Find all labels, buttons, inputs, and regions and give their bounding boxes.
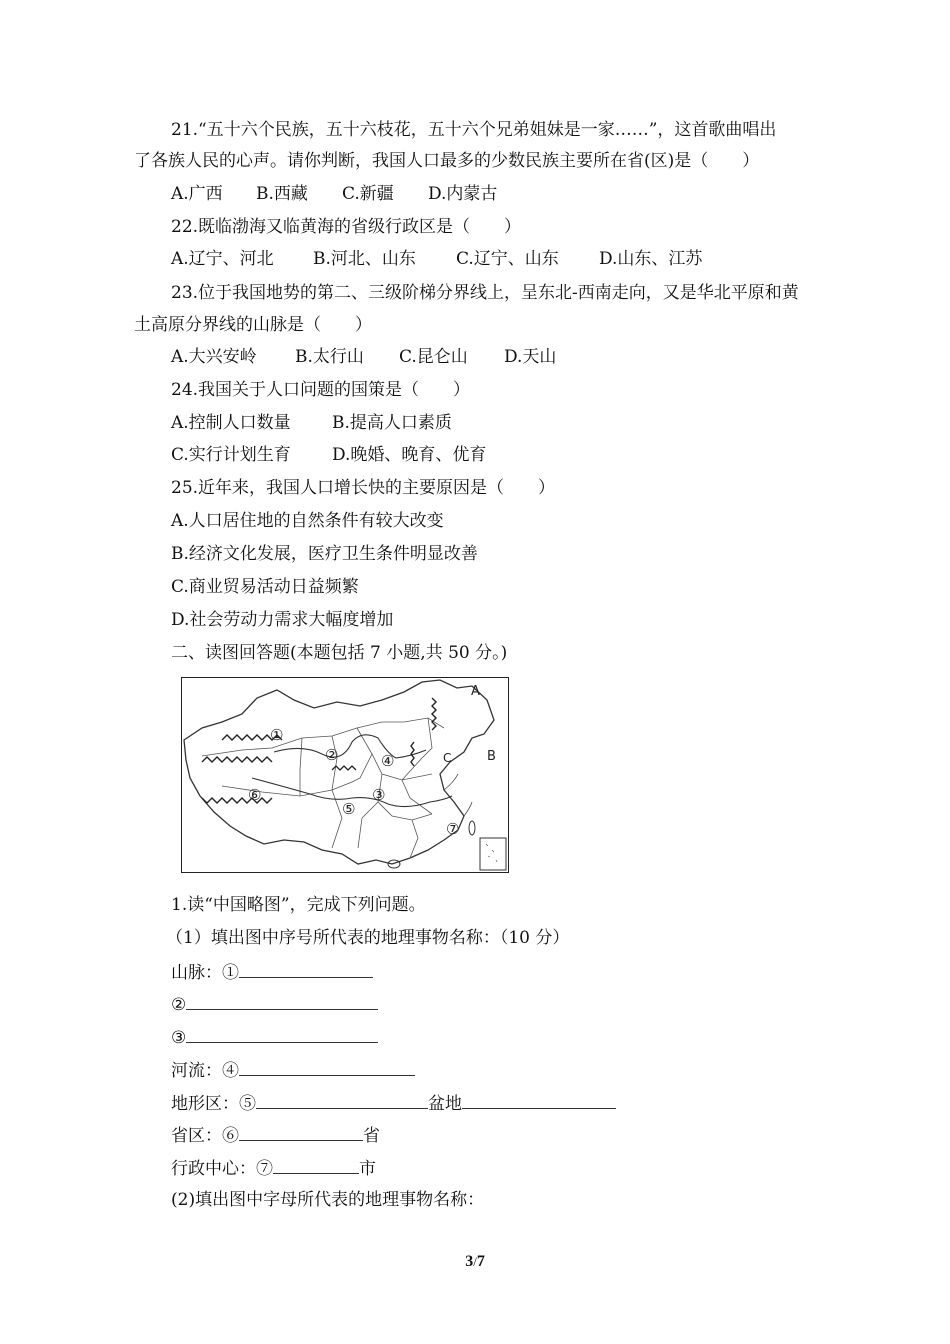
q22-option-c: C.辽宁、山东 <box>456 249 559 269</box>
q22-option-d: D.山东、江苏 <box>599 249 703 269</box>
map-label-4: ④ <box>381 752 395 770</box>
q25-option-b: B.经济文化发展，医疗卫生条件明显改善 <box>171 544 478 564</box>
q22-option-b: B.河北、山东 <box>313 249 416 269</box>
map-label-3: ③ <box>372 786 386 804</box>
q21-option-c: C.新疆 <box>342 184 394 204</box>
page-number <box>0 1253 950 1271</box>
terrain-blank-1[interactable] <box>256 1090 428 1109</box>
mountain-range-himalaya <box>202 798 272 803</box>
south-sea-islands <box>486 844 497 862</box>
mountain-range-dxal <box>432 698 436 730</box>
river-row <box>171 1057 415 1083</box>
q21-stem-line2: 了各族人民的心声。请你判断，我国人口最多的少数民族主要所在省(区)是（ ） <box>134 151 760 171</box>
river-blank[interactable] <box>239 1057 415 1076</box>
q24-options-row1 <box>171 411 452 435</box>
mountain-2-label: ② <box>171 995 187 1015</box>
province-prefix: 省区：⑥ <box>171 1126 239 1146</box>
q25-stem: 25.近年来，我国人口增长快的主要原因是（ ） <box>171 478 556 498</box>
map-label-c: C <box>443 751 452 765</box>
q24-option-c: C.实行计划生育 <box>171 445 291 465</box>
province-lines <box>202 718 444 858</box>
q24-option-a: A.控制人口数量 <box>171 413 291 433</box>
south-sea-inset <box>480 838 506 870</box>
page-current: 3 <box>465 1253 474 1270</box>
mountain-2-blank[interactable] <box>186 991 378 1010</box>
mountain-prefix: 山脉：① <box>171 963 239 983</box>
mountain-row-3 <box>171 1024 378 1050</box>
terrain-row <box>171 1090 616 1116</box>
q22-options <box>171 247 702 271</box>
q24-option-d: D.晚婚、晚育、优育 <box>332 445 487 465</box>
q24-stem: 24.我国关于人口问题的国策是（ ） <box>171 380 471 400</box>
q24-options-row2 <box>171 443 486 467</box>
china-map-drawing <box>182 678 508 872</box>
mountain-3-label: ③ <box>171 1028 187 1048</box>
map-label-2: ② <box>325 746 339 764</box>
terrain-suffix: 盆地 <box>428 1094 462 1114</box>
q25-option-c: C.商业贸易活动日益频繁 <box>171 577 359 597</box>
item1-intro: 1.读“中国略图”，完成下列问题。 <box>171 895 426 915</box>
mountain-3-blank[interactable] <box>186 1024 378 1043</box>
page-separator: / <box>473 1254 477 1269</box>
mountain-row-1 <box>171 959 373 985</box>
q21-option-b: B.西藏 <box>256 184 308 204</box>
q21-options <box>171 182 497 206</box>
q23-options <box>171 345 556 369</box>
province-suffix: 省 <box>363 1126 380 1146</box>
q23-option-d: D.天山 <box>504 347 557 367</box>
item1-part2-title: (2)填出图中字母所代表的地理事物名称： <box>171 1190 485 1210</box>
china-sketch-map <box>181 677 509 873</box>
terrain-prefix: 地形区：⑤ <box>171 1094 256 1114</box>
q21-option-a: A.广西 <box>171 184 223 204</box>
province-row <box>171 1122 380 1148</box>
q23-option-b: B.太行山 <box>295 347 364 367</box>
taiwan-island <box>469 821 475 835</box>
q23-stem-line2: 土高原分界线的山脉是（ ） <box>134 315 372 335</box>
mountain-range-kunlun <box>202 757 272 762</box>
map-label-b: B <box>487 749 496 764</box>
q25-option-d: D.社会劳动力需求大幅度增加 <box>171 610 394 630</box>
section2-title: 二、读图回答题(本题包括 7 小题,共 50 分。) <box>171 643 508 663</box>
admin-prefix: 行政中心：⑦ <box>171 1159 273 1179</box>
province-blank[interactable] <box>239 1122 363 1141</box>
terrain-blank-2[interactable] <box>462 1090 616 1109</box>
q24-option-b: B.提高人口素质 <box>332 413 452 433</box>
admin-center-row <box>171 1155 376 1181</box>
q21-option-d: D.内蒙古 <box>428 184 498 204</box>
q21-stem-line1: 21.“五十六个民族，五十六枝花，五十六个兄弟姐妹是一家……”，这首歌曲唱出 <box>171 120 777 140</box>
mountain-row-2 <box>171 991 378 1017</box>
q23-option-a: A.大兴安岭 <box>171 347 257 367</box>
admin-blank[interactable] <box>273 1155 359 1174</box>
q22-stem: 22.既临渤海又临黄海的省级行政区是（ ） <box>171 217 522 237</box>
page-total: 7 <box>476 1253 485 1270</box>
map-label-5: ⑤ <box>342 800 356 818</box>
q22-option-a: A.辽宁、河北 <box>171 249 274 269</box>
mountain-1-blank[interactable] <box>239 959 373 978</box>
map-label-1: ① <box>270 726 284 744</box>
admin-suffix: 市 <box>359 1159 376 1179</box>
q25-option-a: A.人口居住地的自然条件有较大改变 <box>171 511 444 531</box>
q23-stem-line1: 23.位于我国地势的第二、三级阶梯分界线上，呈东北-西南走向，又是华北平原和黄 <box>171 283 799 303</box>
map-label-a: A <box>471 684 480 699</box>
river-prefix: 河流：④ <box>171 1061 239 1081</box>
map-label-7: ⑦ <box>446 820 460 838</box>
q23-option-c: C.昆仑山 <box>399 347 468 367</box>
map-label-6: ⑥ <box>248 786 262 804</box>
river-huanghe <box>274 735 426 758</box>
item1-part1-title: （1）填出图中序号所代表的地理事物名称：（10 分） <box>166 928 570 948</box>
